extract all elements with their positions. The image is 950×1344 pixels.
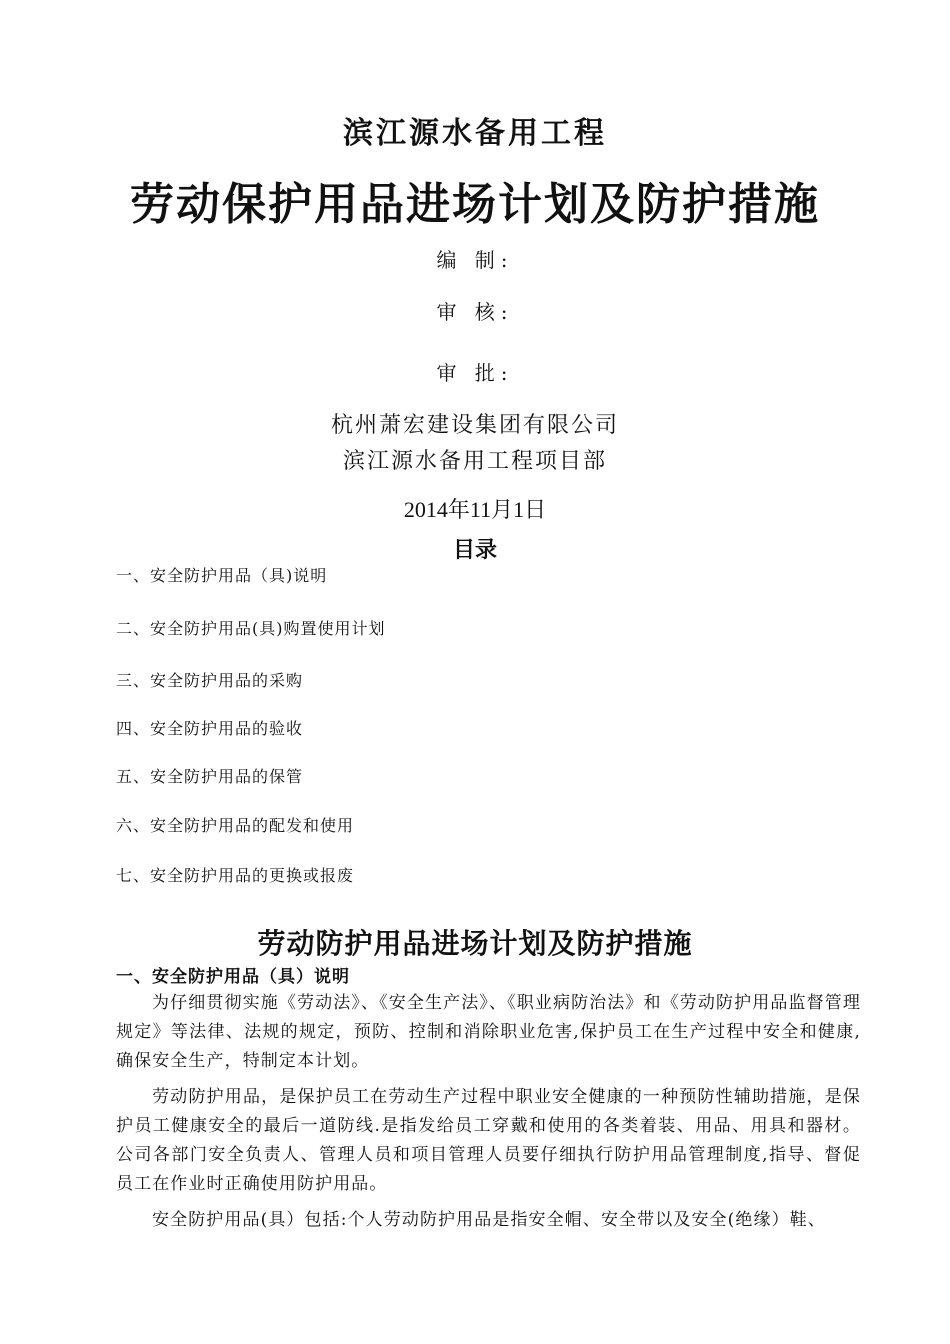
toc-item[interactable]: 三、安全防护用品的采购 bbox=[116, 671, 304, 690]
toc-item[interactable]: 七、安全防护用品的更换或报废 bbox=[116, 866, 355, 885]
body-paragraph: 劳动防护用品，是保护员工在劳动生产过程中职业安全健康的一种预防性辅助措施，是保护员工健康安全的最后一道防线.是指发给员工穿戴和使用的各类着装、用品、用具和器材。公司各部门安全负责人、管理人员和项目管理人员要仔细执行防护用品管理制度,指导、督促员工在作业时正确使用防护用品。 bbox=[116, 1087, 861, 1194]
toc-item[interactable]: 五、安全防护用品的保管 bbox=[116, 767, 304, 786]
approved-by-line: 审 批: bbox=[436, 361, 514, 385]
toc-item[interactable]: 二、安全防护用品(具)购置使用计划 bbox=[116, 619, 386, 638]
main-title: 劳动保护用品进场计划及防护措施 bbox=[130, 179, 820, 230]
document-date: 2014年11月1日 bbox=[403, 497, 547, 522]
compiled-by-line: 编 制: bbox=[436, 248, 514, 272]
toc-item[interactable]: 六、安全防护用品的配发和使用 bbox=[116, 816, 355, 835]
body-paragraph: 安全防护用品(具）包括:个人劳动防护用品是指安全帽、安全带以及安全(绝缘）鞋、 bbox=[152, 1210, 826, 1230]
section-heading: 一、安全防护用品（具）说明 bbox=[116, 967, 350, 987]
toc-item[interactable]: 一、安全防护用品（具)说明 bbox=[116, 566, 328, 585]
toc-item[interactable]: 四、安全防护用品的验收 bbox=[116, 719, 304, 738]
section-title: 劳动防护用品进场计划及防护措施 bbox=[257, 927, 693, 960]
company-name: 杭州萧宏建设集团有限公司 bbox=[330, 413, 619, 438]
department-name: 滨江源水备用工程项目部 bbox=[342, 449, 607, 474]
project-name: 滨江源水备用工程 bbox=[343, 116, 607, 151]
reviewed-by-line: 审 核: bbox=[436, 300, 514, 324]
toc-title: 目录 bbox=[452, 537, 497, 563]
body-paragraph: 为仔细贯彻实施《劳动法》、《安全生产法》、《职业病防治法》和《劳动防护用品监督管理规定》等法律、法规的规定，预防、控制和消除职业危害,保护员工在生产过程中安全和健康,确保安全生产，特制定本计划。 bbox=[116, 993, 861, 1071]
